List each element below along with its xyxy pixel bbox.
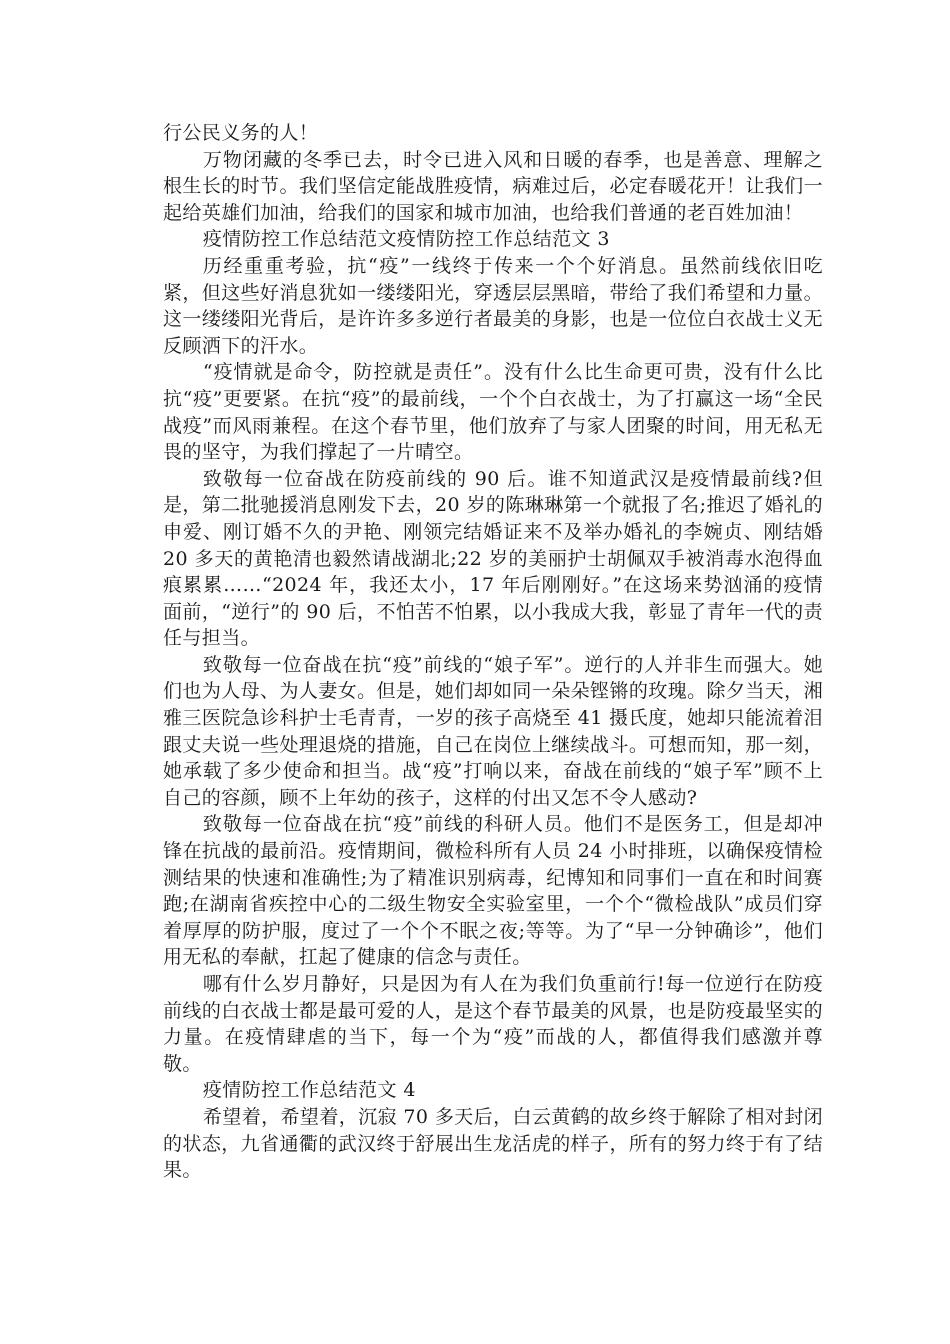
paragraph-good-news: 历经重重考验，抗“疫”一线终于传来一个个好消息。虽然前线依旧吃紧，但这些好消息犹如一缕缕阳光，穿透层层黑暗，带给了我们希望和力量。这一缕缕阳光背后，是许许多多逆行者最美的身影，也是一位位白衣战士义无反顾洒下的汗水。 bbox=[163, 254, 823, 357]
document-body bbox=[163, 120, 823, 1184]
paragraph-epidemic-is-command: “疫情就是命令，防控就是责任”。没有什么比生命更可贵，没有什么比抗“疫”更要紧。在抗“疫”的最前线，一个个白衣战士，为了打赢这一场“全民战疫”而风雨兼程。在这个春节里，他们放弃了与家人团聚的时间，用无私无畏的坚守，为我们撑起了一片晴空。 bbox=[163, 361, 823, 464]
paragraph-carrying-burden: 哪有什么岁月静好，只是因为有人在为我们负重前行!每一位逆行在防疫前线的白衣战士都是最可爱的人，是这个春节最美的风景，也是防疫最坚实的力量。在疫情肆虐的当下，每一个为“疫”而战的人，都值得我们感激并尊敬。 bbox=[163, 973, 823, 1075]
paragraph-hope-wuhan: 希望着，希望着，沉寂 70 多天后，白云黄鹤的故乡终于解除了相对封闭的状态，九省通衢的武汉终于舒展出生龙活虎的样子，所有的努力终于有了结果。 bbox=[163, 1105, 823, 1182]
paragraph-salute-researchers: 致敬每一位奋战在抗“疫”前线的科研人员。他们不是医务工，但是却冲锋在抗战的最前沿。疫情期间，微检科所有人员 24 小时排班，以确保疫情检测结果的快速和准确性;为了精准识别病毒，纪博知和同事们一直在和时间赛跑;在湖南省疾控中心的二级生物安全实验室里，一个个“微检战队”成员们穿着厚厚的防护服，度过了一个个不眠之夜;等等。为了“早一分钟确诊”，他们用无私的奉献，扛起了健康的信念与责任。 bbox=[163, 813, 823, 969]
paragraph-salute-post-90s: 致敬每一位奋战在防疫前线的 90 后。谁不知道武汉是疫情最前线?但是，第二批驰援消息刚发下去，20 岁的陈琳琳第一个就报了名;推迟了婚礼的申爱、刚订婚不久的尹艳、刚领完结婚证来不及举办婚礼的李婉贞、刚结婚 20 多天的黄艳清也毅然请战湖北;22 岁的美丽护士胡佩双手被消毒水泡得血痕累累……“2024 年，我还太小，17 年后刚刚好。”在这场来势汹涌的疫情面前，“逆行”的 90 后，不怕苦不怕累，以小我成大我，彰显了青年一代的责任与担当。 bbox=[163, 467, 823, 650]
paragraph-salute-women: 致敬每一位奋战在抗“疫”前线的“娘子军”。逆行的人并非生而强大。她们也为人母、为人妻女。但是，她们却如同一朵朵铿锵的玫瑰。除夕当天，湘雅三医院急诊科护士毛青青，一岁的孩子高烧至 41 摄氏度，她却只能流着泪跟丈夫说一些处理退烧的措施，自己在岗位上继续战斗。可想而知，那一刻，她承载了多少使命和担当。战“疫”打响以来，奋战在前线的“娘子军”顾不上自己的容颜，顾不上年幼的孩子，这样的付出又怎不令人感动? bbox=[163, 653, 823, 809]
paragraph-spring-hope: 万物闭藏的冬季已去，时令已进入风和日暖的春季，也是善意、理解之根生长的时节。我们坚信定能战胜疫情，病难过后，必定春暖花开！让我们一起给英雄们加油，给我们的国家和城市加油，也给我们普通的老百姓加油！ bbox=[163, 148, 823, 224]
section-heading-3: 疫情防控工作总结范文疫情防控工作总结范文 3 bbox=[202, 228, 610, 251]
paragraph-continuation: 行公民义务的人！ bbox=[163, 122, 319, 144]
section-heading-4: 疫情防控工作总结范文 4 bbox=[202, 1079, 416, 1102]
